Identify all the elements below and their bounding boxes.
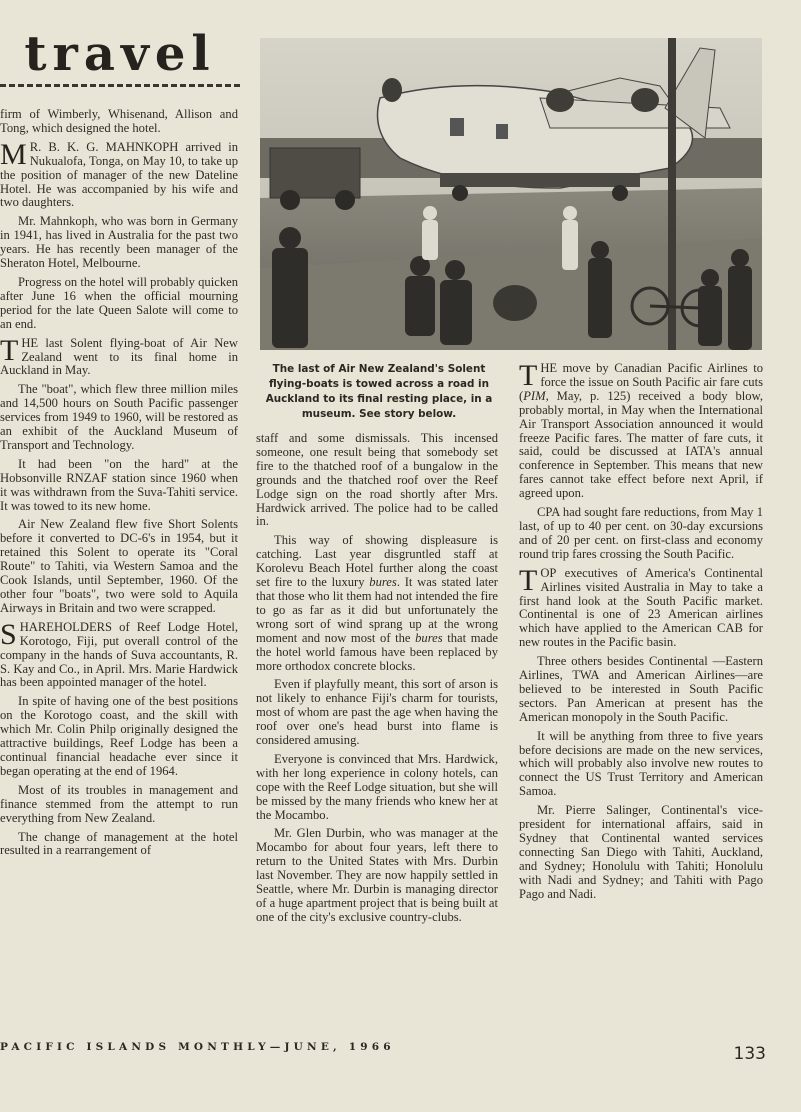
paragraph-text: OP executives of America's Continental Airlines visited Australia in May to take a first hand look at the South Pacific market. Continental is one of 23 American airlines which have applied to the American CAB for new routes in the Pacific basin.	[519, 565, 763, 650]
paragraph	[0, 137, 238, 211]
paragraph: CPA had sought fare reductions, from May 1 last, of up to 40 per cent. on 30-day excursions and of 20 per cent. on first-class and economy round trip fares crossing the South Pacific.	[519, 505, 763, 561]
paragraph: The "boat", which flew three million miles and 14,500 hours on South Pacific passenger services from 1949 to 1960, will be restored as an exhibit of the Auckland Museum of Transport and Technology.	[0, 382, 238, 452]
paragraph	[519, 563, 763, 650]
paragraph: staff and some dismissals. This incensed someone, one result being that somebody set fire to the thatched roof of a bungalow in the grounds and the thatched roof over the Reef Lodge sign on the road shortly after Mrs. Hardwick arrived. The police had to be called in.	[256, 431, 498, 529]
paragraph-text: This way of showing displeasure is catching. Last year disgruntled staff at Korolevu Beach Hotel further along the coast set fire to the luxury	[256, 533, 498, 590]
emphasis: bures	[415, 630, 443, 645]
paragraph	[256, 534, 498, 673]
drop-cap: T	[519, 563, 538, 597]
drop-cap: S	[0, 617, 17, 651]
title-rule	[0, 84, 240, 87]
paragraph: Mr. Mahnkoph, who was born in Germany in 1941, has lived in Australia for the past two years. He has recently been manager of the Sheraton Hotel, Melbourne.	[0, 214, 238, 271]
column-2	[256, 432, 498, 930]
paragraph-text: HE move by Canadian Pacific Airlines to force the issue on South Pacific air fare cuts (	[519, 361, 763, 403]
paragraph	[519, 359, 763, 501]
drop-cap: T	[519, 359, 538, 392]
emphasis: bures	[369, 575, 397, 590]
paragraph	[0, 617, 238, 691]
paragraph: It had been "on the hard" at the Hobsonville RNZAF station since 1960 when it was withdrawn from the Suva-Tahiti service. It was towed to its new home.	[0, 456, 238, 513]
paragraph: It will be anything from three to five years before decisions are made on the new services, which will probably also involve new routes to connect the US Trust Territory and American Samoa.	[519, 728, 763, 799]
paragraph-text: . It was stated later that those who lit them had not intended the fire to go as far as it did but unfortunately the wrong sort of wind sprang up at the wrong moment and now most of the	[256, 575, 498, 645]
emphasis: PIM	[523, 388, 546, 403]
paragraph-text: R. B. K. G. MAHNKOPH arrived in Nukualofa, Tonga, on May 10, to take up the position of manager of the new Dateline Hotel. He was accompanied by his wife and two daughters.	[0, 139, 238, 210]
paragraph-text: that made the hotel world famous have been replaced by more orthodox concrete blocks.	[256, 630, 499, 673]
paragraph	[0, 333, 238, 379]
page-number: 133	[733, 1044, 766, 1064]
paragraph: Mr. Pierre Salinger, Continental's vice-president for international affairs, said in Sydney that Continental wanted services connecting San Diego with Tahiti, Auckland, and Sydney; Honolulu with Tahiti; Honolulu with Nadi and Sydney; and Tahiti with Pago Pago and Nadi.	[519, 803, 763, 901]
paragraph: The change of management at the hotel resulted in a rearrangement of	[0, 829, 238, 858]
paragraph: Mr. Glen Durbin, who was manager at the Mocambo for about four years, left there to return to the United States with Mrs. Durbin last November. They are now happily settled in Seattle, where Mr. Durbin is managing director of a huge apartment project that is being built at one of the city's exclusive country-clubs.	[256, 826, 498, 924]
footer-publication-line: PACIFIC ISLANDS MONTHLY—JUNE, 1966	[0, 1041, 395, 1053]
paragraph: Everyone is convinced that Mrs. Hardwick, with her long experience in colony hotels, can cope with the Reef Lodge situation, but she will be missed by the many friends who knew her at the Mocambo.	[256, 751, 498, 822]
paragraph: firm of Wimberly, Whisenand, Allison and Tong, which designed the hotel.	[0, 107, 238, 135]
paragraph: Progress on the hotel will probably quicken after June 16 when the official mourning period for the late Queen Salote will come to an end.	[0, 274, 238, 331]
drop-cap: T	[0, 333, 19, 367]
solent-flying-boat-photo	[260, 38, 762, 350]
column-3	[519, 359, 763, 907]
paragraph: Air New Zealand flew five Short Solents before it converted to DC-6's in 1954, but it retained this Solent to operate its "Coral Route" to Tahiti, via Western Samoa and the Cook Islands, until September, 1960. Of the other four "boats", two were sold to Aquila Airways in Britain and two were scrapped.	[0, 517, 238, 615]
paragraph: Even if playfully meant, this sort of arson is not likely to enhance Fiji's charm for tourists, most of whom are past the age when having the roof over one's head burst into flame is considered amusing.	[256, 677, 498, 748]
paragraph: Three others besides Continental —Eastern Airlines, TWA and American Airlines—are believed to be interested in South Pacific sectors. Pan American at present has the American monopoly in the South Pacific.	[519, 654, 763, 724]
photo-illustration	[260, 38, 762, 350]
paragraph: Most of its troubles in management and finance stemmed from the attempt to run everything from New Zealand.	[0, 782, 238, 825]
paragraph: In spite of having one of the best positions on the Korotogo coast, and the skill with which Mr. Colin Philp originally designed the attractive buildings, Reef Lodge has been a continual financial headache ever since it began operating at the end of 1964.	[0, 694, 238, 778]
column-1	[0, 108, 238, 863]
photo-caption: The last of Air New Zealand's Solent flying-boats is towed across a road in Auckland to its final resting place, in a museum. See story below.	[265, 363, 493, 420]
paragraph-text: HE last Solent flying-boat of Air New Zealand went to its final home in Auckland in May.	[0, 335, 238, 378]
paragraph-text: , May, p. 125) received a body blow, probably mortal, in May when the International Air Transport Association announced it would freeze Pacific fares. The matter of fare cuts, it said, could be discussed at IATA's annual conference in September. This means that new fares cannot take effect before next April, if agreed upon.	[519, 388, 763, 501]
section-title: travel	[24, 26, 216, 82]
drop-cap: M	[0, 137, 27, 171]
paragraph-text: HAREHOLDERS of Reef Lodge Hotel, Korotogo, Fiji, put overall control of the company in the hands of Suva accountants, R. S. Kay and Co., in April. Mrs. Marie Hardwick has been appointed manager of the hotel.	[0, 619, 238, 690]
